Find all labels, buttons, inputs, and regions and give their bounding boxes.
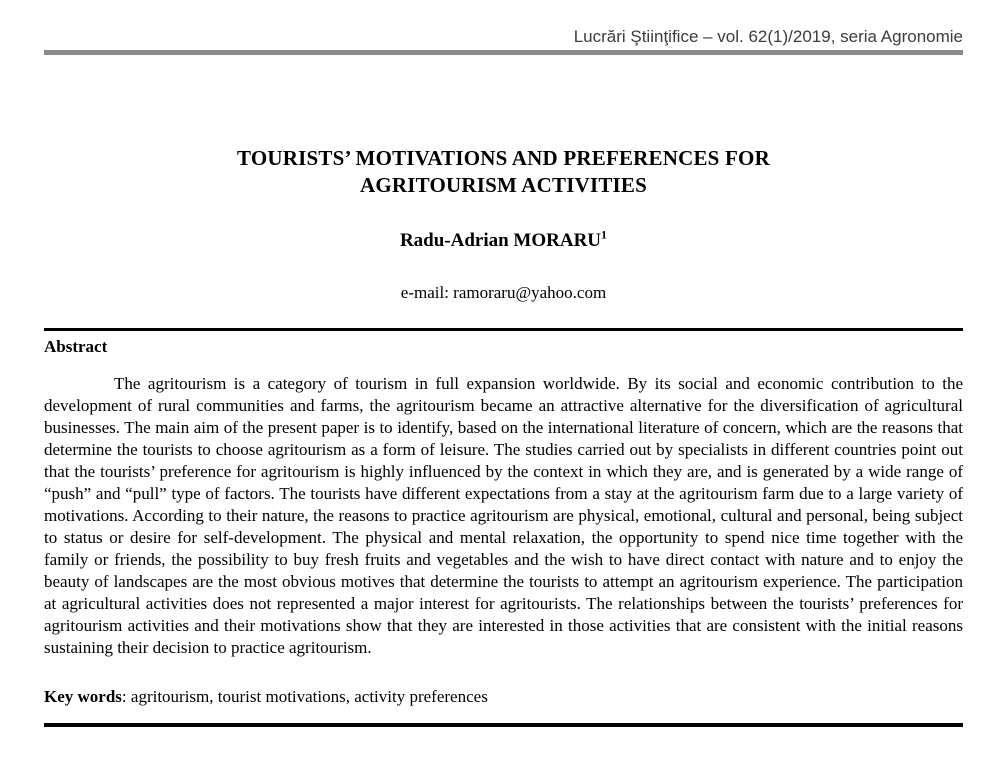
email-line: e-mail: ramoraru@yahoo.com [400, 283, 607, 302]
keywords-line [44, 687, 963, 707]
author-affiliation-superscript: 1 [601, 227, 608, 242]
keywords-text: : agritourism, tourist motivations, activity preferences [121, 687, 488, 706]
journal-header: Lucrări Ştiinţifice – vol. 62(1)/2019, seria Agronomie [573, 27, 963, 46]
abstract-text: The agritourism is a category of tourism in full expansion worldwide. By its social and economic contribution to the development of rural communities and farms, the agritourism became an attractive alternative for the diversification of agricultural businesses. The main aim of the present paper is to identify, based on the international literature of concern, which are the reasons that determine the tourists to choose agritourism as a form of leisure. The studies carried out by specialists in different countries point out that the tourists’ preference for agritourism is highly influenced by the context in which they are, and is generated by a wide range of “push” and “pull” type of factors. The tourists have different expectations from a stay at the agritourism farm due to a large variety of motivations. According to their nature, the reasons to practice agritourism are physical, emotional, cultural and personal, being subject to status or desire for self-development. The physical and mental relaxation, the opportunity to spend nice time together with the family or friends, the possibility to buy fresh fruits and vegetables and the wish to have direct contact with nature and to enjoy the beauty of landscapes are the most obvious motives that determine the tourists to attempt an agritourism experience. The participation at agricultural activities does not represented a major interest for agritourists. The relationships between the tourists’ preferences for agritourism activities and their motivations show that they are interested in those activities that are consistent with the initial reasons sustaining their decision to practice agritourism. [44, 374, 963, 657]
keywords-label: Key words [44, 687, 122, 706]
header-rule [44, 50, 963, 55]
abstract-top-rule [44, 328, 963, 331]
footer-rule [44, 723, 963, 727]
author-line [44, 227, 963, 252]
abstract-heading: Abstract [44, 337, 108, 356]
author-name: Radu-Adrian MORARU [399, 230, 602, 251]
paper-title: TOURISTS’ MOTIVATIONS AND PREFERENCES FOR AGRITOURISM ACTIVITIES [237, 146, 770, 197]
